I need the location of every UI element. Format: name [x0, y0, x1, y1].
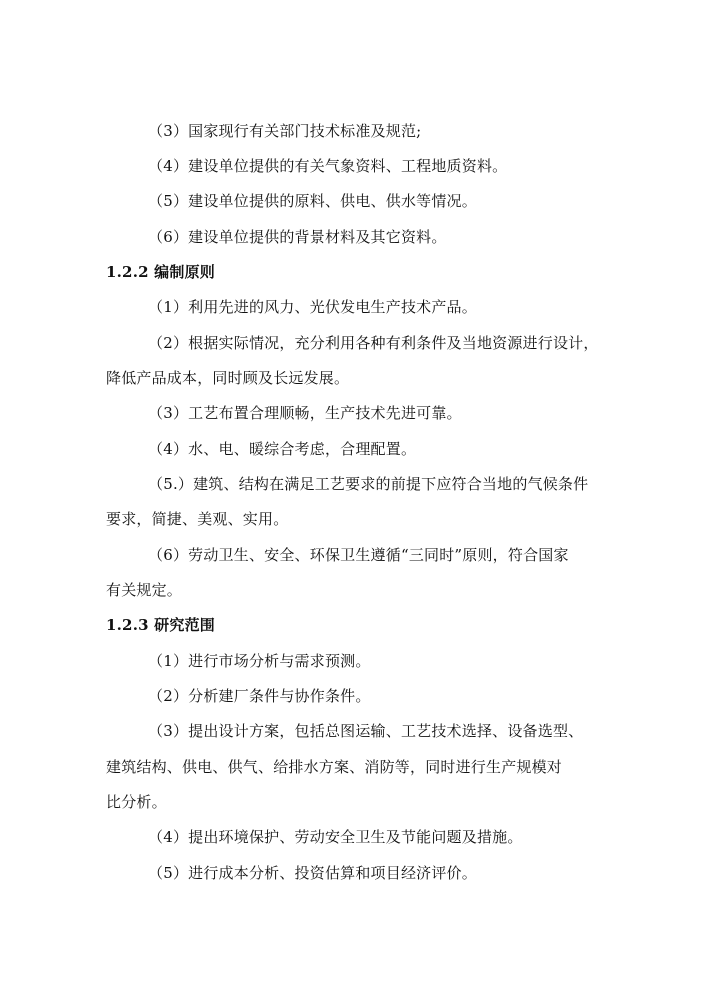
- list-item: （6）劳动卫生、安全、环保卫生遵循“三同时”原则，符合国家: [148, 546, 569, 564]
- section-heading: 1.2.2 编制原则: [106, 263, 215, 281]
- list-item: （3）提出设计方案，包括总图运输、工艺技术选择、设备选型、: [148, 722, 584, 740]
- section-heading: 1.2.3 研究范围: [106, 616, 215, 634]
- list-item-continuation: 建筑结构、供电、供气、给排水方案、消防等，同时进行生产规模对: [106, 758, 563, 776]
- list-item: （4）建设单位提供的有关气象资料、工程地质资料。: [148, 157, 508, 175]
- list-item: （4）水、电、暖综合考虑，合理配置。: [148, 440, 417, 458]
- list-item: （5）进行成本分析、投资估算和项目经济评价。: [148, 864, 477, 882]
- list-item-continuation: 要求，简捷、美观、实用。: [106, 510, 289, 528]
- list-item: （5）建设单位提供的原料、供电、供水等情况。: [148, 192, 477, 210]
- list-item: （2）分析建厂条件与协作条件。: [148, 687, 371, 705]
- list-item: （4）提出环境保护、劳动安全卫生及节能问题及措施。: [148, 828, 523, 846]
- list-item-continuation: 比分析。: [106, 793, 167, 811]
- list-item-continuation: 有关规定。: [106, 581, 183, 599]
- list-item: （3）工艺布置合理顺畅，生产技术先进可靠。: [148, 404, 462, 422]
- list-item: （1）进行市场分析与需求预测。: [148, 652, 371, 670]
- list-item-continuation: 降低产品成本，同时顾及长远发展。: [106, 369, 350, 387]
- list-item: （5.）建筑、结构在满足工艺要求的前提下应符合当地的气候条件: [148, 475, 589, 493]
- list-item: （2）根据实际情况，充分利用各种有利条件及当地资源进行设计，: [148, 334, 599, 352]
- list-item: （1）利用先进的风力、光伏发电生产技术产品。: [148, 298, 477, 316]
- list-item: （3）国家现行有关部门技术标准及规范;: [148, 122, 422, 140]
- list-item: （6）建设单位提供的背景材料及其它资料。: [148, 228, 447, 246]
